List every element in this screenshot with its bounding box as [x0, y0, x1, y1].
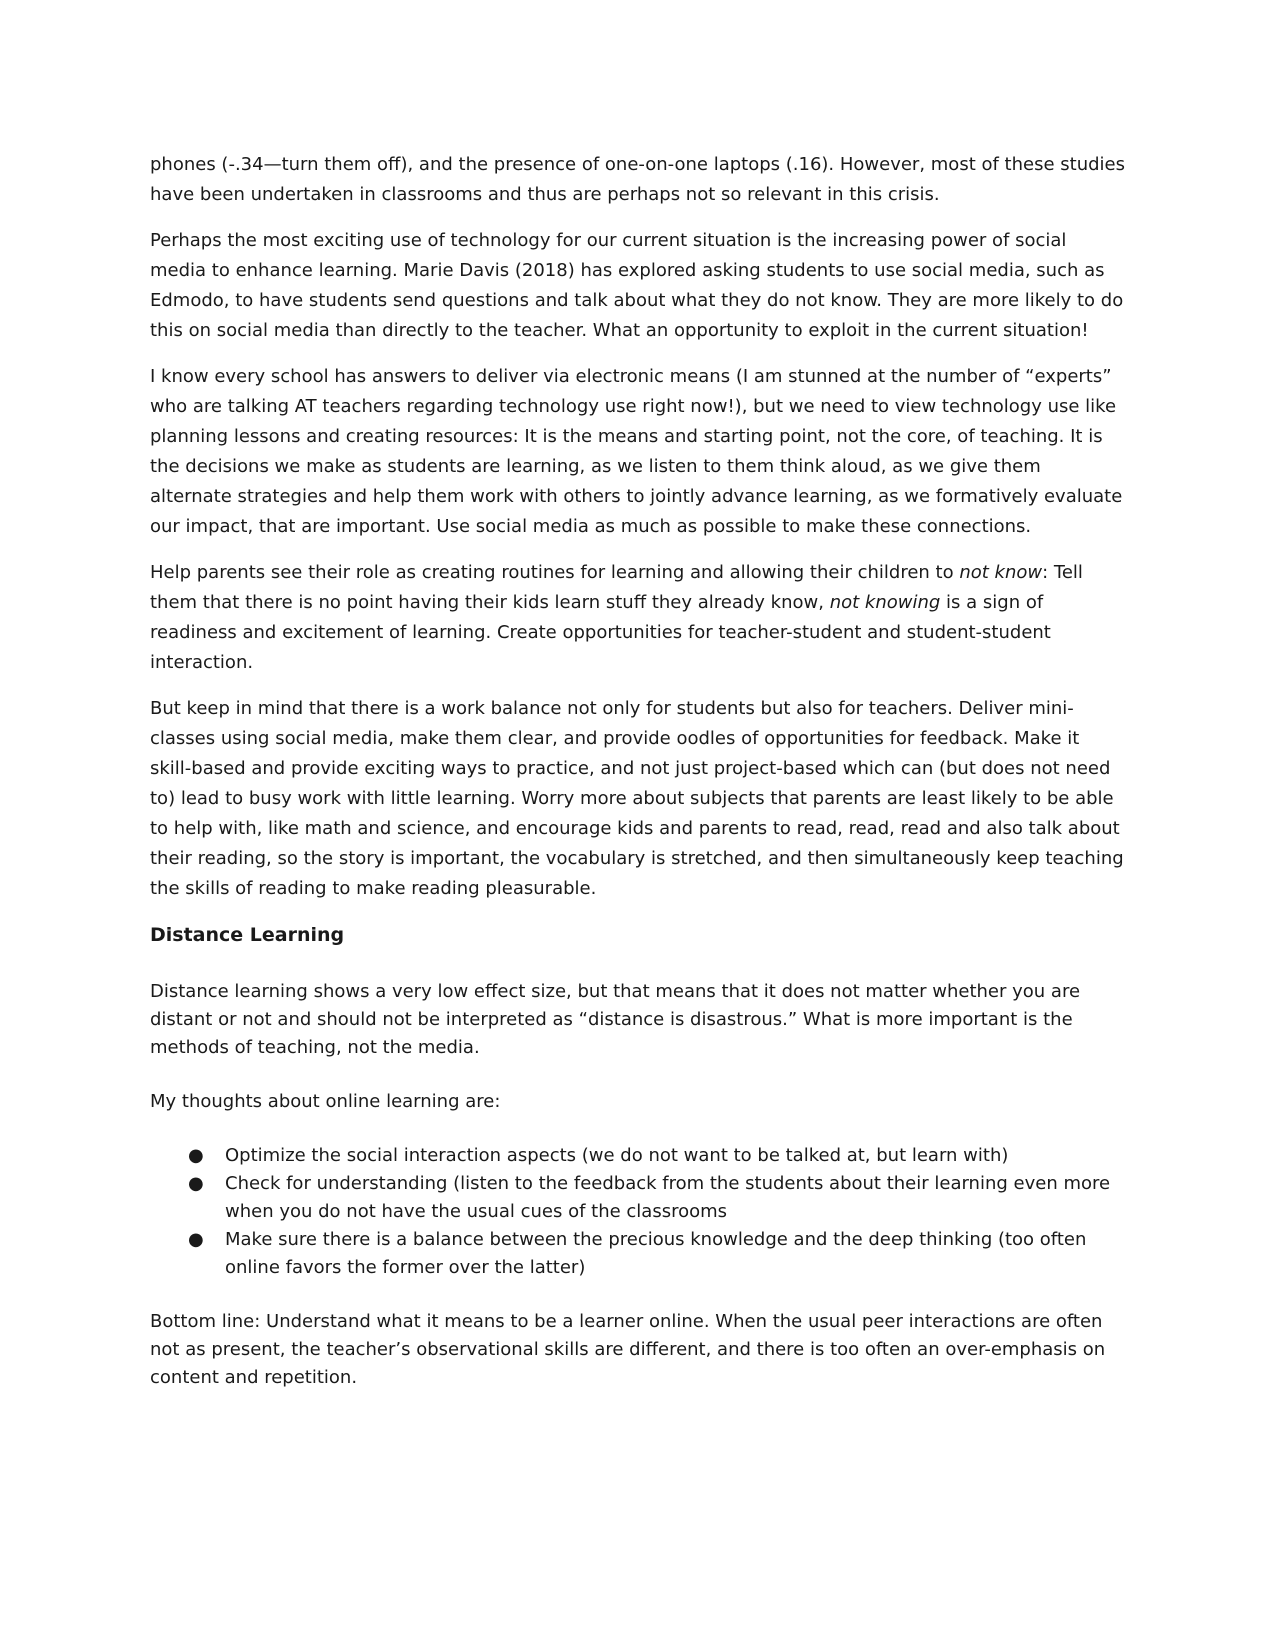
italic-not-know: not know — [959, 562, 1043, 583]
list-item-text: Optimize the social interaction aspects (we do not want to be talked at, but learn with) — [225, 1145, 1009, 1166]
list-item-text: Make sure there is a balance between the precious knowledge and the deep thinking (too often online favors the former over the latter) — [225, 1229, 1087, 1278]
list-item-text: Check for understanding (listen to the feedback from the students about their learning even more when you do not have the usual cues of the classrooms — [225, 1173, 1111, 1222]
bullet-icon: ● — [188, 1145, 204, 1166]
bullet-icon: ● — [188, 1173, 204, 1194]
paragraph-social-media: Perhaps the most exciting use of technology for our current situation is the increasing power of social media to enhance learning. Marie Davis (2018) has explored asking students to use social media, such as Edmodo, to have students send questions and talk about what they do not know. They are more likely to do this on social media than directly to the teacher. What an opportunity to exploit in the current situation! — [150, 230, 1124, 341]
list-item — [150, 1142, 1125, 1170]
paragraph-help-parents — [150, 558, 1125, 678]
text-run: Help parents see their role as creating routines for learning and allowing their children to — [150, 562, 960, 583]
online-learning-list — [150, 1142, 1125, 1282]
list-item — [150, 1170, 1125, 1226]
paragraph-effect-sizes: phones (-.34—turn them off), and the presence of one-on-one laptops (.16). However, most of these studies have been undertaken in classrooms and thus are perhaps not so relevant in this crisis. — [150, 154, 1125, 205]
section-heading-distance-learning: Distance Learning — [150, 924, 345, 946]
paragraph-distance-effect: Distance learning shows a very low effect size, but that means that it does not matter whether you are distant or not and should not be interpreted as “distance is disastrous.” What is more important is the methods of teaching, not the media. — [150, 981, 1081, 1058]
bullet-icon: ● — [188, 1229, 204, 1250]
text-run: : Tell them that there is no point having their kids learn stuff they already know, — [150, 562, 1083, 613]
paragraph-thoughts-intro: My thoughts about online learning are: — [150, 1091, 501, 1112]
italic-not-knowing: not knowing — [829, 592, 941, 613]
document-page — [150, 150, 1125, 1408]
paragraph-bottom-line: Bottom line: Understand what it means to be a learner online. When the usual peer interactions are often not as present, the teacher’s observational skills are different, and there is too often an over-emphasis on content and repetition. — [150, 1311, 1106, 1388]
list-item — [150, 1226, 1125, 1282]
paragraph-work-balance: But keep in mind that there is a work balance not only for students but also for teachers. Deliver mini-classes using social media, make them clear, and provide oodles of opportunities for feedback. Make it skill-based and provide exciting ways to practice, and not just project-based which can (but does not need to) lead to busy work with little learning. Worry more about subjects that parents are least likely to be able to help with, like math and science, and encourage kids and parents to read, read, read and also talk about their reading, so the story is important, the vocabulary is stretched, and then simultaneously keep teaching the skills of reading to make reading pleasurable. — [150, 698, 1124, 899]
text-run: is a sign of readiness and excitement of learning. Create opportunities for teacher-student and student-student interaction. — [150, 592, 1051, 673]
paragraph-electronic-means: I know every school has answers to deliver via electronic means (I am stunned at the number of “experts” who are talking AT teachers regarding technology use right now!), but we need to view technology use like planning lessons and creating resources: It is the means and starting point, not the core, of teaching. It is the decisions we make as students are learning, as we listen to them think aloud, as we give them alternate strategies and help them work with others to jointly advance learning, as we formatively evaluate our impact, that are important. Use social media as much as possible to make these connections. — [150, 366, 1123, 537]
